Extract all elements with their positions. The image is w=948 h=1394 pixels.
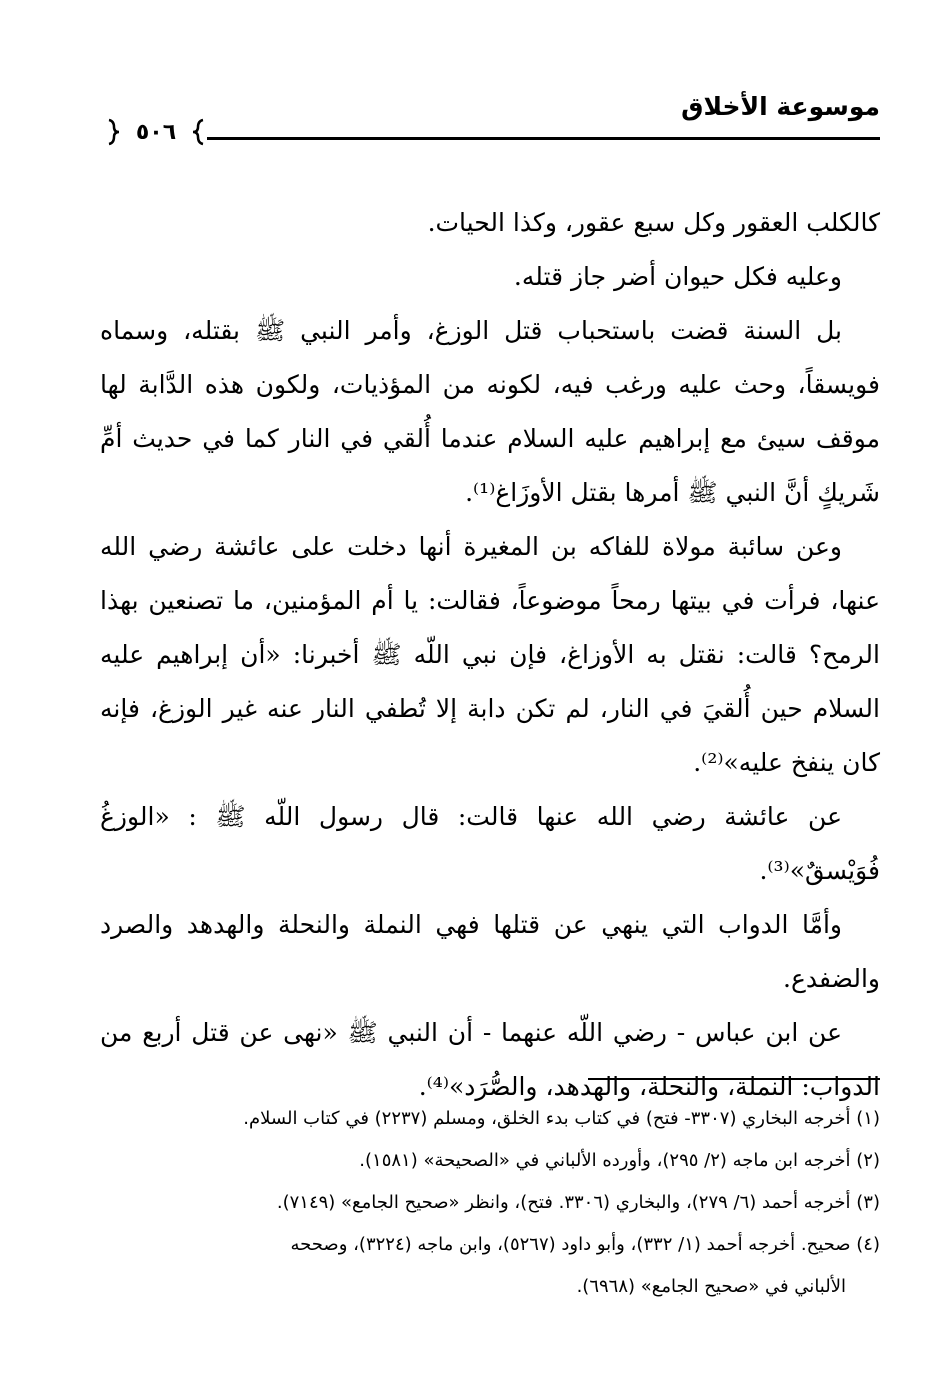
footnote-separator: [588, 1078, 880, 1080]
main-text: [100, 196, 880, 1114]
paragraph: وعن سائبة مولاة للفاكه بن المغيرة أنها دخلت على عائشة رضي الله عنها، فرأت في بيتها رمحاً موضوعاً، فقالت: يا أم المؤمنين، ما تصنعين بهذا الرمح؟ قالت: نقتل به الأوزاغ، فإن نبي اللّه ﷺ أخبرنا: «أن إبراهيم عليه السلام حين أُلقيَ في النار، لم تكن دابة إلا تُطفي النار عنه غير الوزغ، فإنه كان ينفخ عليه»⁽²⁾.: [100, 532, 880, 777]
page-header: [105, 88, 880, 148]
page-number-badge: [105, 112, 207, 152]
paragraph: عن ابن عباس - رضي اللّه عنهما - أن النبي ﷺ «نهى عن قتل أربع من الدواب: النملة، والنحلة، والهدهد، والصُّرَد»⁽⁴⁾.: [100, 1018, 880, 1101]
paragraph: كالكلب العقور وكل سبع عقور، وكذا الحيات.: [427, 208, 880, 237]
paragraph: عن عائشة رضي الله عنها قالت: قال رسول اللّه ﷺ : «الوزغُ فُوَيْسقٌ»⁽³⁾.: [100, 802, 880, 885]
footnote: (٤) صحيح. أخرجه أحمد (١/ ٣٣٢)، وأبو داود (٥٢٦٧)، وابن ماجه (٣٢٢٤)، وصححه: [290, 1234, 880, 1255]
footnote: (٣) أخرجه أحمد (٦/ ٢٧٩)، والبخاري (٣٣٠٦. فتح)، وانظر «صحيح الجامع» (٧١٤٩).: [276, 1192, 880, 1213]
footnotes: [100, 1098, 880, 1308]
paragraph: وأمَّا الدواب التي ينهي عن قتلها فهي النملة والنحلة والهدهد والصرد والضفدع.: [100, 910, 880, 993]
header-rule: [105, 137, 880, 140]
paragraph: وعليه فكل حيوان أضر جاز قتله.: [513, 262, 842, 291]
book-title: موسوعة الأخلاق: [681, 92, 880, 121]
footnote-continuation: الألباني في «صحيح الجامع» (٦٩٦٨).: [576, 1276, 846, 1297]
footnote: (٢) أخرجه ابن ماجه (٢/ ٢٩٥)، وأورده الألباني في «الصحيحة» (١٥٨١).: [359, 1150, 880, 1171]
footnote: (١) أخرجه البخاري (٣٣٠٧- فتح) في كتاب بدء الخلق، ومسلم (٢٢٣٧) في كتاب السلام.: [243, 1108, 880, 1129]
page-number: ٥٠٦: [135, 119, 177, 145]
paragraph: بل السنة قضت باستحباب قتل الوزغ، وأمر النبي ﷺ بقتله، وسماه فويسقاً، وحث عليه ورغب فيه، لكونه من المؤذيات، ولكون هذه الدَّابة لها موقف سيئ مع إبراهيم عليه السلام عندما أُلقي في النار كما في حديث أمِّ شَريكٍ أنَّ النبي ﷺ أمرها بقتل الأوزَاغ⁽¹⁾.: [100, 316, 880, 507]
